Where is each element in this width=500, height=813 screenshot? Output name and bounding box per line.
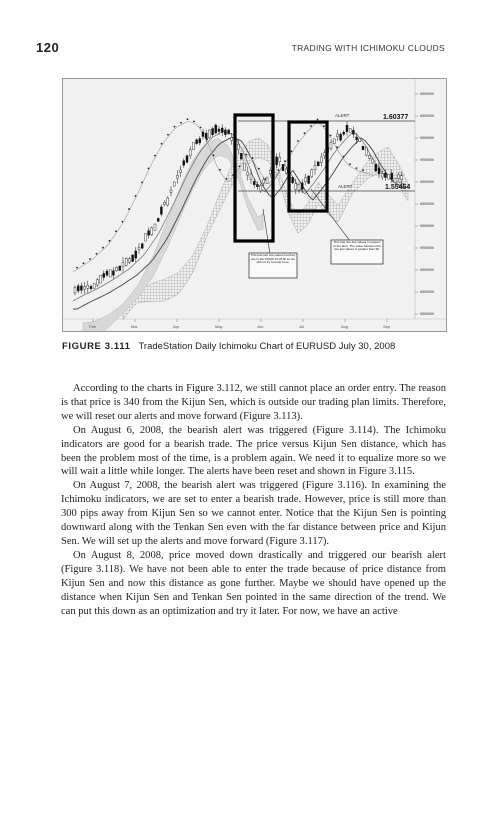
annotation-right-text: This has two low values in respect to the alert. The value between the two low values is greater than 50. xyxy=(333,241,381,252)
month-label: Jun xyxy=(257,324,264,329)
month-label: Jul xyxy=(299,324,305,329)
month-label: Feb xyxy=(89,324,96,329)
alert-label: ALERT xyxy=(335,113,350,118)
month-label: Mar xyxy=(131,324,138,329)
month-label: May xyxy=(215,324,223,329)
current-price-label: 1.55454 xyxy=(385,184,411,191)
paragraph: On August 6, 2008, the bearish alert was triggered (Figure 3.114). The Ichimoku indicators are good for a bearish trade. The price versus Kijun Sen distance, which has been the problem most of the time, is a problem again. We need it to equalize more so we will wait a little while longer. The alerts have been reset and shown in Figure 3.115. xyxy=(61,424,446,478)
month-label: Apr xyxy=(173,324,180,329)
paragraph: On August 8, 2008, price moved down drastically and triggered our bearish alert (Figure 3.118). We have not been able to enter the trade because of price distance from Kijun Sen and now this distance as gone further. Maybe we should have opened up the distance when Kijun Sen and Tenkan Sen pointed in the same direction of the trend. We can put this down as an optimization and try it later. For now, we have an active xyxy=(61,549,446,617)
paragraph: According to the charts in Figure 3.112, we still cannot place an order entry. The reason is that price is 340 from the Kijun Sen, which is outside our trading plan limits. Therefore, we will reset our alerts and move forward (Figure 3.113). xyxy=(61,383,446,422)
body-text xyxy=(61,382,446,618)
figure-caption-text: TradeStation Daily Ichimoku Chart of EURUSD July 30, 2008 xyxy=(138,341,396,352)
annotation-left-text: This has two low values but they are in the KUMO CLOUD so we did not try to enter here. xyxy=(250,254,296,265)
figure-label: FIGURE 3.111 xyxy=(62,341,131,352)
ichimoku-chart-figure xyxy=(62,78,447,332)
alert-label-lower: ALERT xyxy=(338,184,353,189)
page-number: 120 xyxy=(36,40,60,55)
running-title: TRADING WITH ICHIMOKU CLOUDS xyxy=(291,43,445,53)
alert-price-label: 1.60377 xyxy=(383,114,409,121)
paragraph: On August 7, 2008, the bearish alert was triggered (Figure 3.116). In examining the Ichimoku indicators, we are set to enter a bearish trade. However, price is still more than 300 pips away from Kijun Sen so we cannot enter. Notice that the Kijun Sen is pointing downward along with the Tenkan Sen even with the far distance between price and Kijun Sen. We will set up the alerts and move forward (Figure 3.117). xyxy=(61,480,446,547)
month-label: Aug xyxy=(341,324,349,329)
ichimoku-chart-image xyxy=(63,79,446,331)
figure-caption xyxy=(62,341,462,352)
month-label: Sep xyxy=(383,324,391,329)
